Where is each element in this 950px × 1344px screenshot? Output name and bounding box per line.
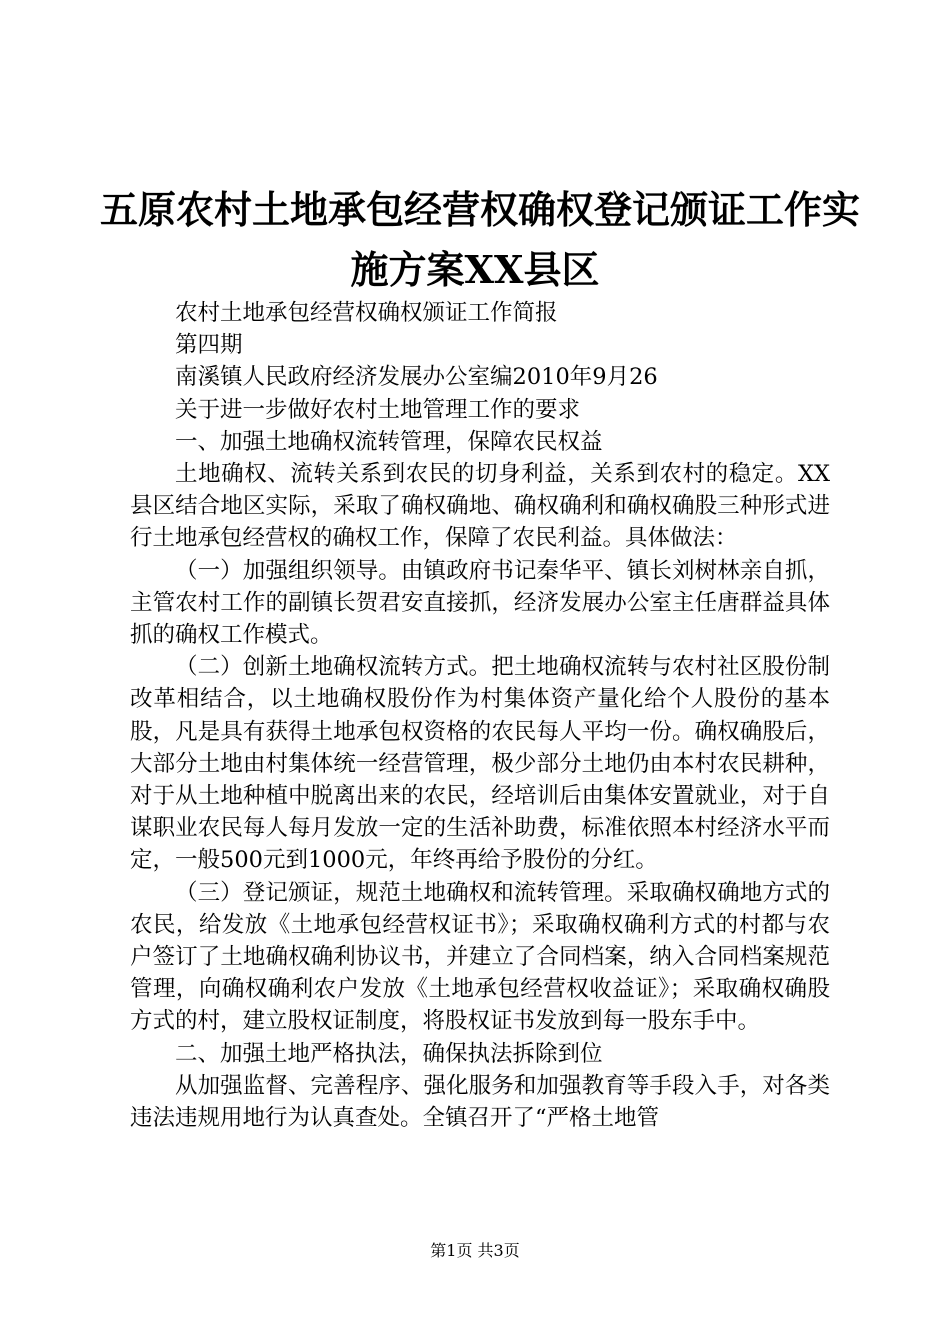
paragraph-briefing-title: 农村土地承包经营权确权颁证工作简报: [175, 300, 558, 326]
paragraph-section-2-heading: 二、加强土地严格执法，确保执法拆除到位: [175, 1040, 603, 1067]
paragraph-item-3: （三）登记颁证，规范土地确权和流转管理。采取确权确地方式的农民，给发放《土地承包经营权证书》；采取确权确利方式的村都与农户签订了土地确权确利协议书，并建立了合同档案，纳入合同档案规范管理，向确权确利农户发放《土地承包经营权收益证》；采取确权确股方式的村，建立股权证制度，将股权证书发放到每一股东手中。: [130, 879, 830, 1035]
paragraph-editor-date: 南溪镇人民政府经济发展办公室编2010年9月26: [175, 364, 658, 391]
paragraph-item-1: （一）加强组织领导。由镇政府书记秦华平、镇长刘树林亲自抓，主管农村工作的副镇长贺君安直接抓，经济发展办公室主任唐群益具体抓的确权工作模式。: [130, 557, 830, 649]
paragraph-section-1-intro: 土地确权、流转关系到农民的切身利益，关系到农村的稳定。XX县区结合地区实际，采取了确权确地、确权确利和确权确股三种形式进行土地承包经营权的确权工作，保障了农民利益。具体做法：: [130, 461, 830, 552]
document-title-line-2: 施方案XX县区: [350, 247, 600, 292]
paragraph-section-1-heading: 一、加强土地确权流转管理，保障农民权益: [175, 428, 603, 455]
document-title-line-1: 五原农村土地承包经营权确权登记颁证工作实: [100, 187, 861, 232]
paragraph-issue-number: 第四期: [175, 332, 243, 359]
paragraph-item-2: （二）创新土地确权流转方式。把土地确权流转与农村社区股份制改革相结合，以土地确权股份作为村集体资产量化给个人股份的基本股，凡是具有获得土地承包权资格的农民每人平均一份。确权确股后，大部分土地由村集体统一经营管理，极少部分土地仍由本村农民耕种，对于从土地种植中脱离出来的农民，经培训后由集体安置就业，对于自谋职业农民每人每月发放一定的生活补助费，标准依照本村经济水平而定，一般500元到1000元，年终再给予股份的分红。: [130, 654, 830, 874]
document-body: [130, 297, 830, 1134]
paragraph-section-2-body: 从加强监督、完善程序、强化服务和加强教育等手段入手，对各类违法违规用地行为认真查处。全镇召开了“严格土地管: [130, 1072, 830, 1132]
page-footer: 第1页 共3页: [430, 1241, 520, 1260]
paragraph-requirements-heading: 关于进一步做好农村土地管理工作的要求: [175, 396, 581, 423]
